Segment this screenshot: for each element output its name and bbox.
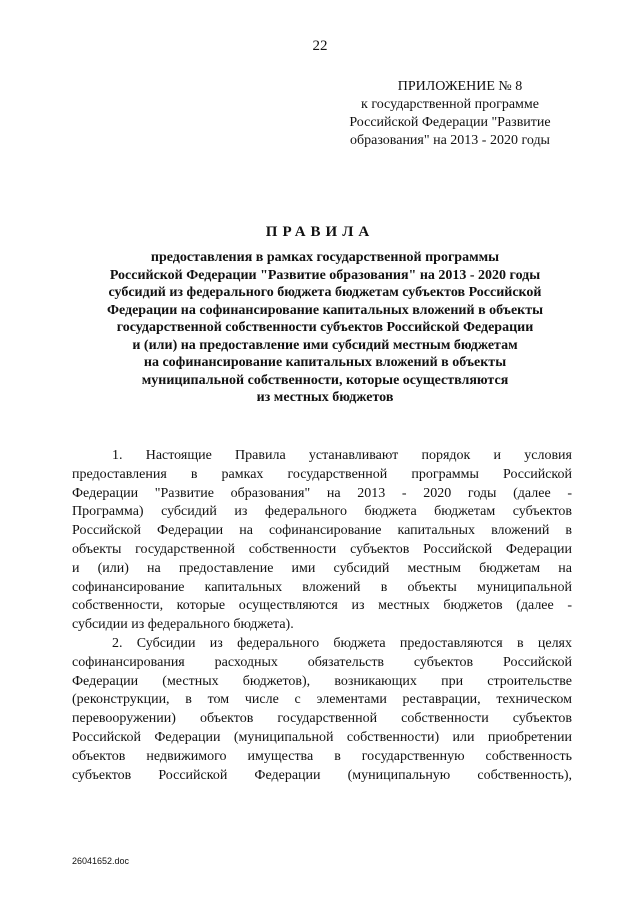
paragraph-line: объекты государственной собственности субъектов Российской Федерации — [72, 541, 572, 557]
paragraph-line: софинансирование капитальных вложений в объекты муниципальной — [72, 579, 572, 595]
paragraph-line: и (или) на предоставление ими субсидий местным бюджетам на — [72, 560, 572, 576]
appendix-line: образования" на 2013 - 2020 годы — [350, 133, 550, 148]
subtitle-line: Федерации на софинансирование капитальных вложений в объекты — [106, 302, 544, 318]
subtitle-line: Российской Федерации "Развитие образования" на 2013 - 2020 годы — [109, 267, 541, 283]
paragraph-line: субсидии из федерального бюджета). — [72, 617, 294, 633]
paragraph-line: софинансирования расходных обязательств субъектов Российской — [72, 654, 572, 670]
paragraph-line: Программа) субсидий из федерального бюджета бюджетам субъектов — [72, 504, 572, 520]
paragraph-line: 2. Субсидии из федерального бюджета предоставляются в целях — [112, 635, 572, 651]
document-title: ПРАВИЛА — [265, 224, 375, 240]
paragraph-line: (реконструкции, в том числе с элементами реставрации, техническом — [72, 692, 572, 708]
paragraph-line: 1. Настоящие Правила устанавливают порядок и условия — [112, 448, 572, 463]
paragraph-line: объектов недвижимого имущества в государственную собственность — [72, 748, 572, 764]
subtitle-line: на софинансирование капитальных вложений в объекты — [143, 355, 507, 370]
paragraph-line: собственности, которые осуществляются из местных бюджетов (далее - — [72, 598, 572, 614]
subtitle-line: муниципальной собственности, которые осуществляются — [141, 372, 509, 388]
subtitle-line: государственной собственности субъектов Российской Федерации — [116, 320, 534, 335]
paragraph-line: Федерации (местных бюджетов), возникающих при строительстве — [72, 673, 572, 689]
paragraph-2 — [72, 635, 572, 785]
page-number: 22 — [312, 38, 328, 54]
appendix-line: Российской Федерации "Развитие — [349, 115, 551, 130]
paragraph-line: перевооружении) объектов государственной собственности субъектов — [72, 711, 572, 727]
paragraph-1 — [72, 447, 572, 635]
document-subtitle — [60, 249, 590, 407]
body-text — [72, 447, 572, 785]
subtitle-line: и (или) на предоставление ими субсидий местным бюджетам — [132, 337, 518, 353]
appendix-header — [330, 78, 570, 150]
paragraph-line: Российской Федерации (муниципальной собственности) или приобретении — [72, 729, 572, 745]
footer-filename: 26041652.doc — [72, 856, 130, 866]
appendix-line: к государственной программе — [361, 97, 539, 112]
paragraph-line: субъектов Российской Федерации (муниципальную собственность), — [72, 767, 572, 783]
appendix-line: ПРИЛОЖЕНИЕ № 8 — [397, 79, 523, 94]
subtitle-line: субсидий из федерального бюджета бюджетам субъектов Российской — [108, 285, 542, 300]
subtitle-line: предоставления в рамках государственной программы — [150, 250, 500, 265]
paragraph-line: Российской Федерации на софинансирование капитальных вложений в — [72, 523, 572, 539]
subtitle-line: из местных бюджетов — [256, 390, 394, 405]
paragraph-line: Федерации "Развитие образования" на 2013 - 2020 годы (далее - — [72, 485, 572, 501]
paragraph-line: предоставления в рамках государственной программы Российской — [72, 466, 572, 482]
